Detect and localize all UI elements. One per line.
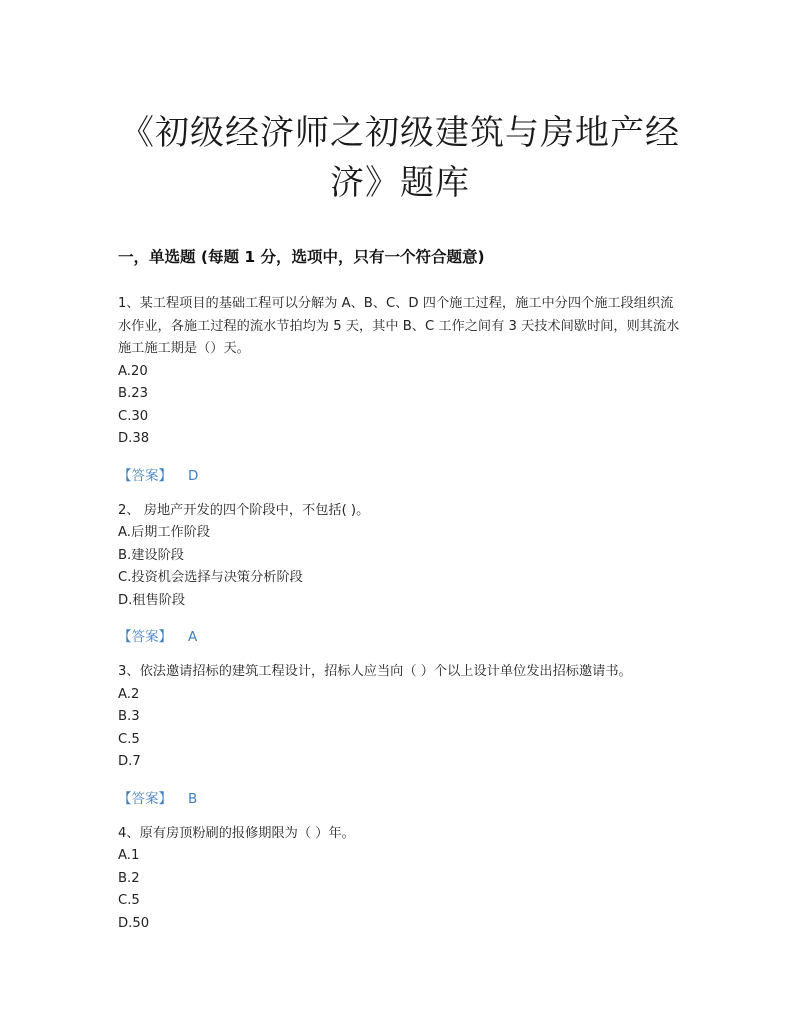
document-title-line-1: 《初级经济师之初级建筑与房地产经 bbox=[120, 113, 680, 153]
answer-line bbox=[118, 466, 683, 486]
option-list bbox=[118, 684, 683, 774]
option-d: D.7 bbox=[118, 754, 141, 769]
option-c: C.5 bbox=[118, 893, 140, 908]
answer-tag: 【答案】 bbox=[118, 467, 172, 484]
option-b: B.23 bbox=[118, 386, 149, 401]
question-stem: 2、 房地产开发的四个阶段中，不包括( )。 bbox=[118, 502, 370, 518]
question-2 bbox=[118, 500, 683, 648]
option-a: A.后期工作阶段 bbox=[118, 525, 211, 540]
option-c: C.5 bbox=[118, 731, 140, 747]
option-a: A.2 bbox=[118, 686, 140, 702]
document-title bbox=[110, 108, 690, 208]
option-list bbox=[118, 522, 683, 612]
option-d: D.租售阶段 bbox=[118, 592, 186, 608]
question-stem: 3、依法邀请招标的建筑工程设计，招标人应当向（ ）个以上设计单位发出招标邀请书。 bbox=[118, 664, 632, 679]
question-3 bbox=[118, 661, 683, 809]
option-list bbox=[118, 361, 683, 451]
answer-value: A bbox=[188, 629, 198, 645]
question-stem: 4、原有房顶粉刷的报修期限为（ ）年。 bbox=[118, 825, 355, 841]
option-list bbox=[118, 845, 683, 935]
answer-value: D bbox=[188, 467, 199, 484]
option-b: B.3 bbox=[118, 709, 140, 724]
answer-line bbox=[118, 627, 683, 647]
question-stem: 1、某工程项目的基础工程可以分解为 A、B、C、D 四个施工过程，施工中分四个施工段组织流水作业，各施工过程的流水节拍均为 5 天，其中 B、C 工作之间有 3 天技术间歇时间，则其流水施工施工期是（）天。 bbox=[118, 296, 680, 356]
answer-tag: 【答案】 bbox=[118, 790, 172, 807]
option-d: D.50 bbox=[118, 915, 150, 931]
option-b: B.建设阶段 bbox=[118, 547, 184, 563]
option-c: C.投资机会选择与决策分析阶段 bbox=[118, 570, 303, 585]
question-list bbox=[118, 293, 683, 935]
option-b: B.2 bbox=[118, 870, 140, 886]
question-1 bbox=[118, 293, 683, 486]
document-title-line-2: 济》题库 bbox=[330, 163, 470, 203]
answer-tag: 【答案】 bbox=[118, 629, 172, 645]
section-heading: 一，单选题 (每题 1 分，选项中，只有一个符合题意) bbox=[118, 248, 485, 266]
answer-line bbox=[118, 789, 683, 809]
option-a: A.20 bbox=[118, 363, 148, 379]
question-4 bbox=[118, 823, 683, 936]
answer-value: B bbox=[188, 790, 198, 807]
option-c: C.30 bbox=[118, 408, 149, 424]
option-d: D.38 bbox=[118, 431, 150, 446]
option-a: A.1 bbox=[118, 848, 140, 863]
